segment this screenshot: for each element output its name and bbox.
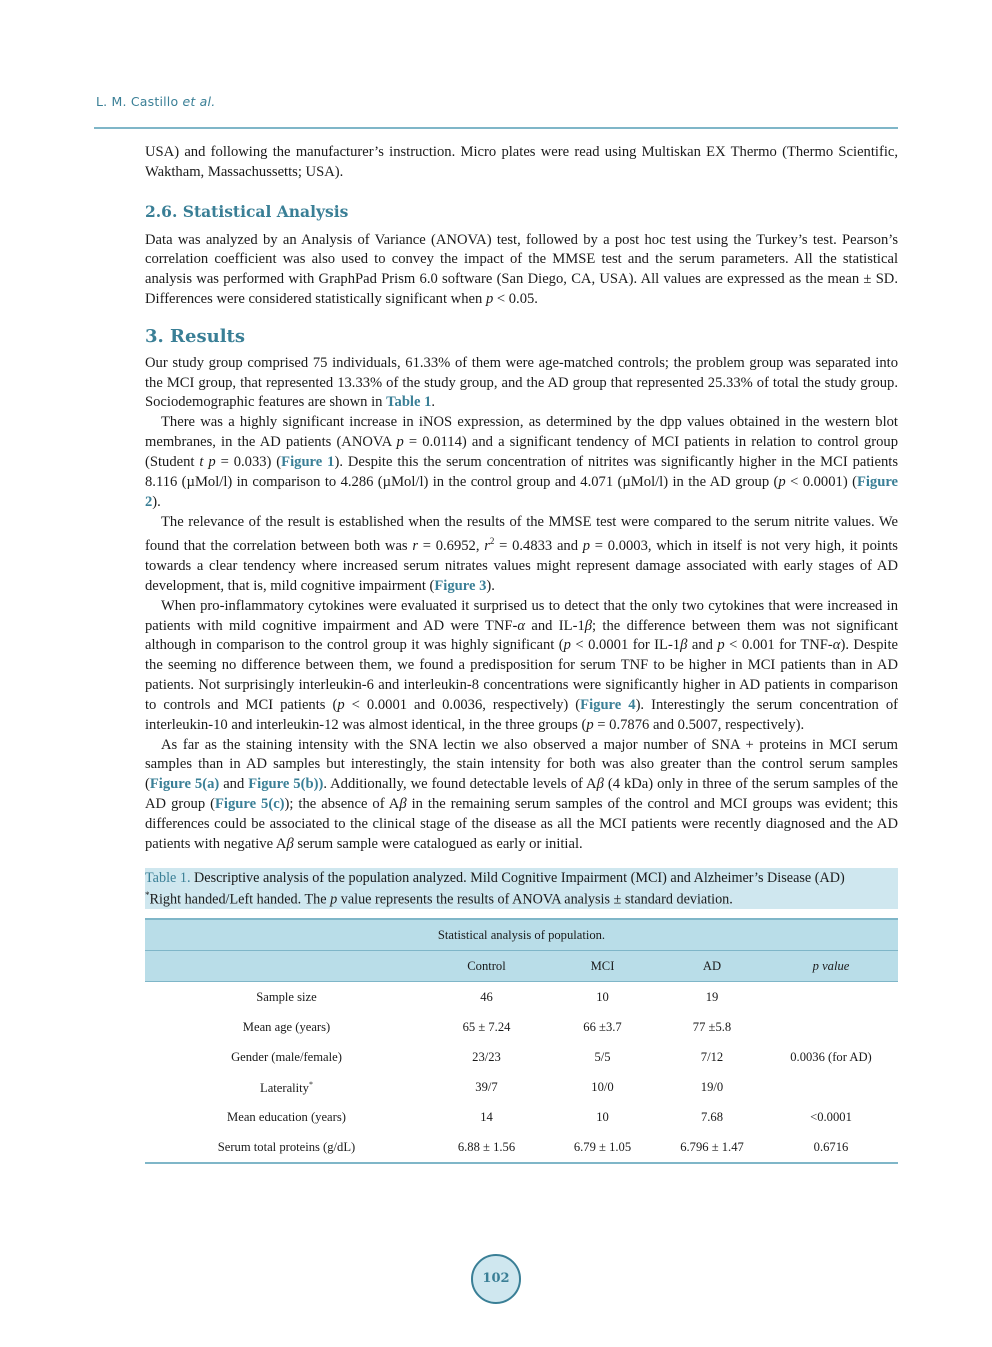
table-row: Gender (male/female) 23/23 5/5 7/12 0.0036 (for AD) [231, 1049, 872, 1064]
results-paragraph-3: The relevance of the result is established when the results of the MMSE test were compared to the serum nitrite values. We found that the correlation between both was r = 0.6952, $r^2 = 0.4833$ and p = 0.0003, which in itself is not very high, it points towards a clear tendency where increased serum nitrates values might represent damage associated with early stages of AD development, that is, mild cognitive impairment (Figure 3). [145, 513, 898, 594]
table-header-cell: MCI [545, 951, 660, 982]
figure-2-link[interactable]: Figure 2 [145, 473, 899, 510]
header-author: L. M. Castillo [96, 94, 179, 109]
table-header-cell: Control [428, 951, 545, 982]
header-etal: et al. [182, 94, 216, 109]
table-row: Sample size 46 10 19 [256, 989, 719, 1004]
table-header-row [145, 951, 898, 982]
page-number: 102 [471, 1254, 521, 1304]
table-1-link[interactable]: Table 1 [386, 394, 432, 411]
section-heading-results: 3. Results [145, 325, 245, 347]
table-row: Laterality* 39/7 10/0 19/0 [260, 1079, 724, 1096]
table-1-label: Table 1. [145, 869, 191, 886]
table-header-cell: AD [660, 951, 764, 982]
running-header [96, 94, 215, 109]
figure-4-link[interactable]: Figure 4 [580, 696, 636, 713]
table-heading-row [145, 919, 898, 951]
results-paragraph-2: There was a highly significant increase in iNOS expression, as determined by the dpp values obtained in the western blot membranes, in the AD patients (ANOVA p = 0.0114) and a significant tendency of MCI patients in relation to control group (Student t p = 0.033) (Figure 1). Despite this the serum concentration of nitrites was significantly higher in the MCI patients 8.116 (µMol/l) in comparison to 4.286 (µMol/l) in the control group and 4.071 (µMol/l) in the AD group (p < 0.0001) (Figure 2). [145, 414, 899, 510]
table-row: Mean age (years) 65 ± 7.24 66 ±3.7 77 ±5.8 [242, 1019, 732, 1034]
table-heading: Statistical analysis of population. [145, 919, 898, 951]
figure-1-link[interactable]: Figure 1 [281, 453, 335, 470]
page-body [145, 143, 898, 1164]
section-heading-statistical-analysis: 2.6. Statistical Analysis [145, 201, 349, 221]
intro-paragraph: USA) and following the manufacturer’s instruction. Micro plates were read using Multiskan EX Thermo (Thermo Scientific, Waktham, Massachussetts; USA). [145, 144, 898, 180]
statistical-analysis-paragraph: Data was analyzed by an Analysis of Variance (ANOVA) test, followed by a post hoc test using the Turkey’s test. Pearson’s correlation coefficient was also used to convey the impact of the MMSE test and the serum parameters. All the statistical analysis was performed with GraphPad Prism 6.0 software (San Diego, CA, USA). All values are expressed as the mean ± SD. Differences were considered statistically significant when p < 0.05. [145, 231, 898, 308]
table-row: Serum total proteins (g/dL) 6.88 ± 1.56 6.79 ± 1.05 6.796 ± 1.47 0.6716 [145, 1132, 898, 1163]
figure-3-link[interactable]: Figure 3 [434, 577, 487, 594]
table-1-caption: Table 1. Descriptive analysis of the population analyzed. Mild Cognitive Impairment (MCI) and Alzheimer’s Disease (AD) *Right handed/Left handed. The p value represents the results of ANOVA analysis ± standard deviation. [145, 868, 898, 910]
figure-5c-link[interactable]: Figure 5(c) [214, 796, 285, 813]
results-paragraph-4: When pro-inflammatory cytokines were evaluated it surprised us to detect that the only two cytokines that were increased in patients with mild cognitive impairment and AD were TNF-α and IL-1β; the difference between them was not significant although in comparison to the control group it was highly significant (p < 0.0001 for IL-1β and p < 0.001 for TNF-α). Despite the seeming no difference between them, we found a predisposition for serum TNF to be higher in MCI patients than in AD patients. Not surprisingly interleukin-6 and interleukin-8 concentrations were significantly higher in AD patients in comparison to controls and MCI patients (p < 0.0001 and 0.0036, respectively) (Figure 4). Interestingly the serum concentration of interleukin-10 and interleukin-12 was almost identical, in the three groups (p = 0.7876 and 0.5007, respectively). [145, 597, 898, 733]
results-paragraph-1: Our study group comprised 75 individuals, 61.33% of them were age-matched controls; the problem group was separated into the MCI group, that represented 13.33% of the study group, and the AD group that represented 25.33% of total the study group. Sociodemographic features are shown in Table 1. [145, 354, 898, 411]
header-rule [94, 127, 898, 129]
results-paragraph-5: As far as the staining intensity with the SNA lectin we also observed a major number of SNA + proteins in MCI serum samples than in AD samples but interestingly, the stain intensity for both was also greater than the control serum samples (Figure 5(a) and Figure 5(b)). Additionally, we found detectable levels of Aβ (4 kDa) only in three of the serum samples of the AD group (Figure 5(c)); the absence of Aβ in the remaining serum samples of the control and MCI groups was evident; this differences could be associated to the clinical stage of the disease as all the MCI patients were recently diagnosed and the AD patients with negative Aβ serum sample were catalogued as early or initial. [145, 736, 899, 852]
table-row: Mean education (years) 14 10 7.68 <0.0001 [227, 1109, 852, 1124]
figure-5b-link[interactable]: Figure 5(b)) [248, 776, 324, 793]
table-header-cell-p-value: p value [764, 951, 898, 982]
figure-5a-link[interactable]: Figure 5(a) [149, 776, 220, 793]
table-1 [145, 918, 898, 1164]
table-header-cell [145, 951, 428, 982]
